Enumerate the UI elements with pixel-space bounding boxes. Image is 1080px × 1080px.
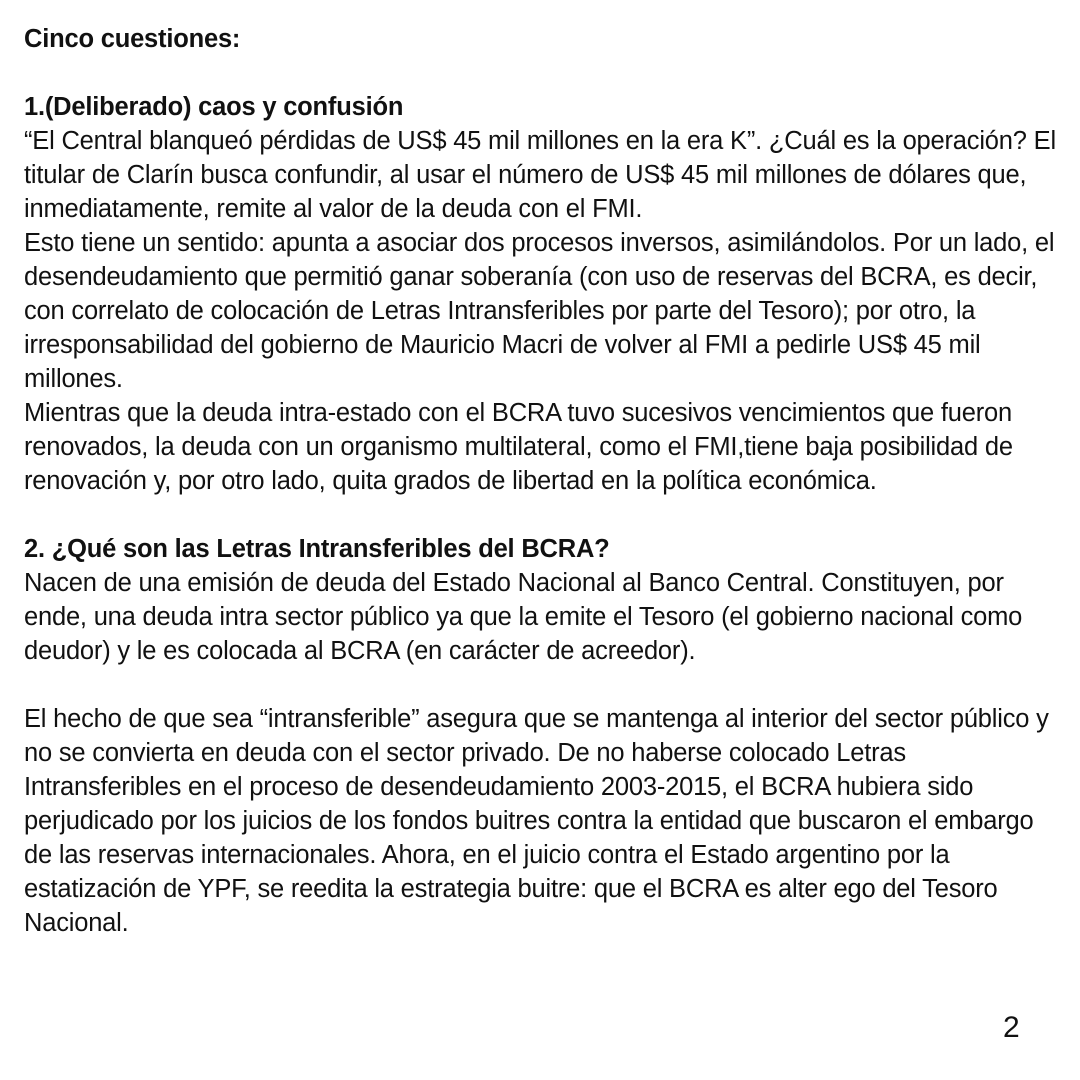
section-1-paragraph-2: Esto tiene un sentido: apunta a asociar dos procesos inversos, asimilándolos. Por un lado, el desendeudamiento que permitió ganar soberanía (con uso de reservas del BCRA, es decir, con correlato de colocación de Letras Intransferibles por parte del Tesoro); por otro, la irresponsabilidad del gobierno de Mauricio Macri de volver al FMI a pedirle US$ 45 mil millones. bbox=[24, 229, 1055, 393]
section-1-paragraph-1: “El Central blanqueó pérdidas de US$ 45 mil millones en la era K”. ¿Cuál es la operación? El titular de Clarín busca confundir, al usar el número de US$ 45 mil millones de dólares que, inmediatamente, remite al valor de la deuda con el FMI. bbox=[24, 127, 1056, 223]
section-1-heading: 1.(Deliberado) caos y confusión bbox=[24, 93, 404, 121]
spacer bbox=[24, 668, 1064, 702]
spacer bbox=[24, 498, 1064, 532]
document-title: Cinco cuestiones: bbox=[24, 25, 241, 53]
page-number: 2 bbox=[1003, 1011, 1020, 1044]
document-body bbox=[24, 22, 1064, 940]
section-1-paragraph-3: Mientras que la deuda intra-estado con el BCRA tuvo sucesivos vencimientos que fueron renovados, la deuda con un organismo multilateral, como el FMI,tiene baja posibilidad de renovación y, por otro lado, quita grados de libertad en la política económica. bbox=[24, 399, 1013, 495]
section-2-heading: 2. ¿Qué son las Letras Intransferibles del BCRA? bbox=[24, 535, 610, 563]
spacer bbox=[24, 56, 1064, 90]
section-2-paragraph-2: El hecho de que sea “intransferible” asegura que se mantenga al interior del sector público y no se convierta en deuda con el sector privado. De no haberse colocado Letras Intransferibles en el proceso de desendeudamiento 2003-2015, el BCRA hubiera sido perjudicado por los juicios de los fondos buitres contra la entidad que buscaron el embargo de las reservas internacionales. Ahora, en el juicio contra el Estado argentino por la estatización de YPF, se reedita la estrategia buitre: que el BCRA es alter ego del Tesoro Nacional. bbox=[24, 705, 1049, 937]
section-2-paragraph-1: Nacen de una emisión de deuda del Estado Nacional al Banco Central. Constituyen, por ende, una deuda intra sector público ya que la emite el Tesoro (el gobierno nacional como deudor) y le es colocada al BCRA (en carácter de acreedor). bbox=[24, 569, 1023, 665]
